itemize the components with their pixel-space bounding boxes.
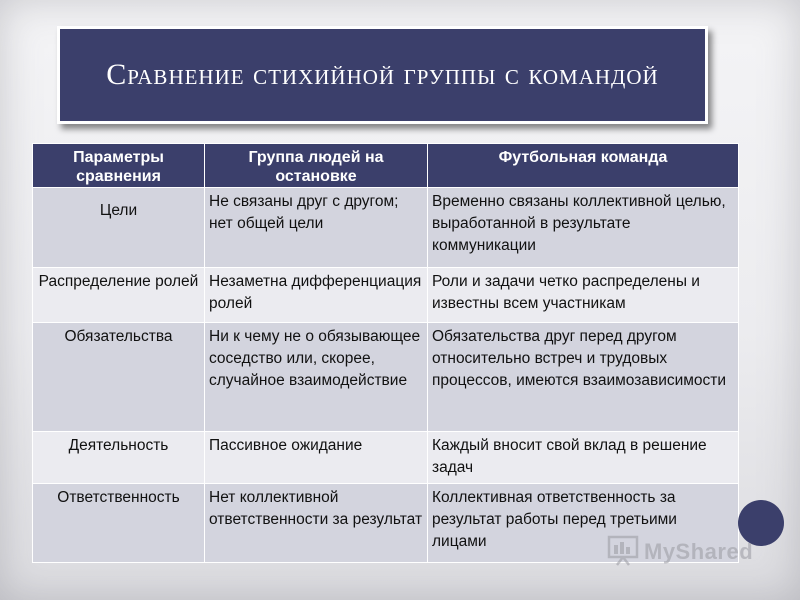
team-cell: Роли и задачи четко распределены и известны всем участникам bbox=[428, 268, 739, 323]
group-cell: Незаметна дифференциация ролей bbox=[205, 268, 428, 323]
param-cell: Обязательства bbox=[33, 323, 205, 432]
header-group: Группа людей на остановке bbox=[205, 144, 428, 188]
watermark bbox=[606, 534, 753, 570]
team-cell: Обязательства друг перед другом относительно встреч и трудовых процессов, имеются взаимозависимости bbox=[428, 323, 739, 432]
comparison-table bbox=[32, 143, 739, 563]
table-row bbox=[33, 323, 739, 432]
table-row bbox=[33, 432, 739, 484]
group-cell: Пассивное ожидание bbox=[205, 432, 428, 484]
table-row bbox=[33, 268, 739, 323]
group-cell: Не связаны друг с другом; нет общей цели bbox=[205, 188, 428, 268]
param-cell: Ответственность bbox=[33, 484, 205, 563]
presentation-board-icon bbox=[606, 533, 640, 572]
table-row bbox=[33, 188, 739, 268]
header-parameters: Параметры сравнения bbox=[33, 144, 205, 188]
team-cell: Коллективная ответственность за результат работы перед третьими лицами bbox=[428, 484, 739, 563]
group-cell: Нет коллективной ответственности за результат bbox=[205, 484, 428, 563]
team-cell: Временно связаны коллективной целью, выработанной в результате коммуникации bbox=[428, 188, 739, 268]
header-team: Футбольная команда bbox=[428, 144, 739, 188]
title-banner bbox=[57, 26, 708, 124]
team-cell: Каждый вносит свой вклад в решение задач bbox=[428, 432, 739, 484]
param-cell: Цели bbox=[33, 188, 205, 268]
param-cell: Распределение ролей bbox=[33, 268, 205, 323]
group-cell: Ни к чему не о обязывающее соседство или, скорее, случайное взаимодействие bbox=[205, 323, 428, 432]
param-cell: Деятельность bbox=[33, 432, 205, 484]
slide-title: Сравнение стихийной группы с командой bbox=[106, 58, 659, 91]
table-header-row bbox=[33, 144, 739, 188]
watermark-text: MyShared bbox=[644, 539, 754, 564]
